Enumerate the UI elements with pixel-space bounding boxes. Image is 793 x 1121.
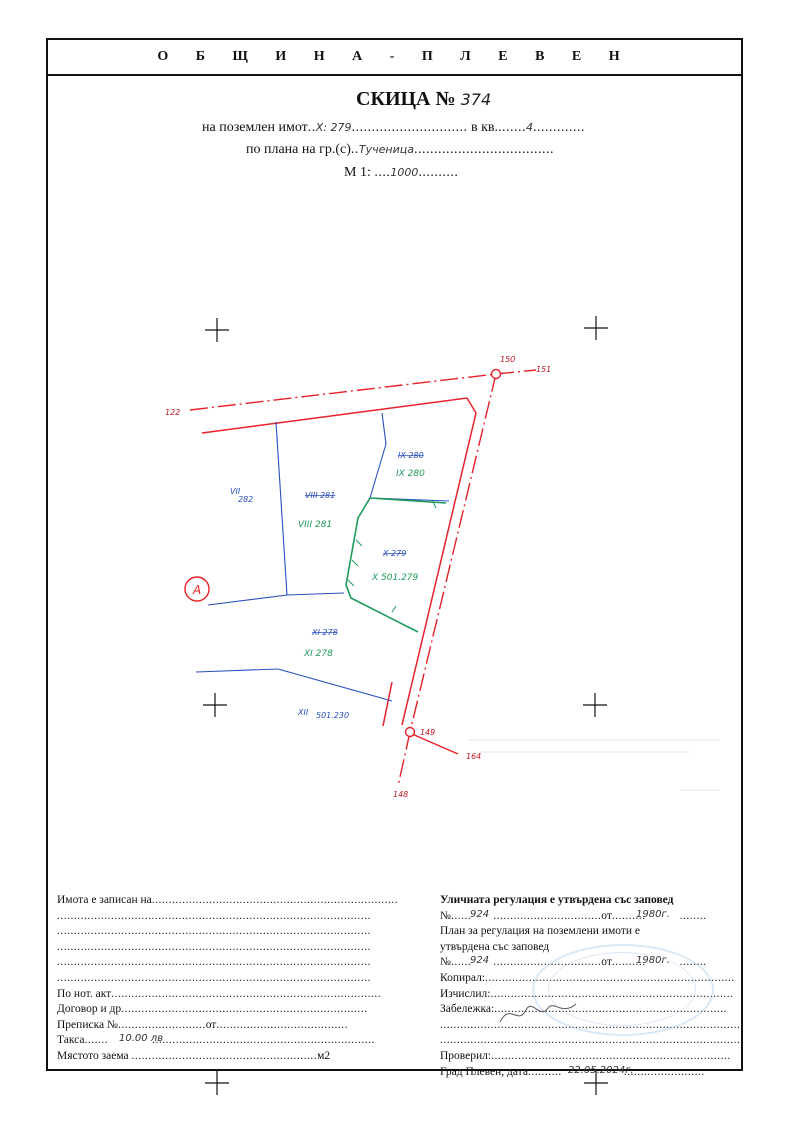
order1-row: №...... 924 ................................от.......... 1980г. ........	[440, 908, 707, 922]
order1-number: 924	[470, 908, 490, 920]
parcel-old-label: VII	[230, 487, 241, 496]
notary-label: По нот. акт	[57, 987, 112, 1000]
property-line: на поземлен имот..X: 279............................. в кв........4.............	[202, 120, 586, 135]
parcel-old-label: VIII 281	[305, 491, 336, 500]
new-parcel-boundary	[346, 498, 446, 632]
fee-value: 10.00 лв	[119, 1033, 164, 1045]
regulation-form: Уличната регулация е утвърдена със заповед №...... 924 ................................от.......... 1980г. ........ План за регулация на поземлени имоти е утвърдена със заповед №...... 924 ................................от.......... 1980г. ........ Копирал:.......................................................................... Изчислил:........................................................................ Забележка:..................................................................... ......................................................................................... ......................................................................................... Проверил:....................................................................... Град Плевен, дата.......... 22.05.2024г. ........................	[440, 893, 705, 1080]
sketch-number: 374	[460, 90, 492, 109]
sketch-title-label: СКИЦА №	[356, 88, 456, 110]
point-label: 148	[393, 790, 409, 799]
order2-row: №...... 924 ................................от.......... 1980г. ........	[440, 955, 707, 969]
parcel-new-label: VIII 281	[298, 520, 333, 530]
plan-reg-label-1: План за регулация на поземлени имоти е	[440, 925, 641, 938]
calc-row: Изчислил:........................................................................	[440, 987, 734, 1000]
order2-number: 924	[470, 955, 490, 967]
signature	[496, 992, 586, 1032]
block-circle-label: A	[193, 583, 202, 597]
plan-reg-row-1	[440, 924, 705, 940]
scale-value: 1000	[390, 166, 419, 179]
contract-row: Договор и др.........................................................................	[57, 1003, 368, 1016]
checked-label: Проверил:	[440, 1049, 492, 1062]
block-label: в кв.	[471, 120, 499, 135]
order2-from-label: от	[601, 956, 612, 969]
point-label: 150	[500, 355, 516, 364]
property-value: X: 279	[315, 121, 352, 134]
point-label: 149	[420, 728, 436, 737]
plan-reg-label-2: утвърдена със заповед	[440, 940, 550, 953]
point-label: 122	[165, 408, 181, 417]
owner-row: Имота е записан на.........................................................................	[57, 894, 399, 906]
scale-line: М 1: ....1000..........	[344, 165, 459, 180]
transcript-label: Преписка №	[57, 1018, 118, 1031]
block-value: 4	[526, 121, 534, 134]
transcript-row: Преписка №..........................от.......................................	[57, 1018, 348, 1031]
owner-form: Имота е записан на......................................................................... ............................................................................................. ............................................................................................. ............................................................................................. ............................................................................................. ............................................................................................. По нот. акт................................................................................ Договор и др......................................................................... Преписка №..........................от....................................... Такса....... 10.00 лв .................................................................. Мястото заема .......................................................м2	[57, 893, 319, 1065]
parcel-new-label: X 501.279	[372, 573, 419, 583]
scale-label: М 1:	[344, 165, 371, 180]
regulation-lines	[202, 398, 476, 726]
checked-row: Проверил:.......................................................................	[440, 1049, 731, 1062]
municipality-name: О Б Щ И Н А - П Л Е В Е Н	[157, 49, 632, 64]
date-value: 22.05.2024г.	[568, 1064, 634, 1076]
calc-label: Изчислил:	[440, 987, 491, 1000]
parcel-new-label: IX 280	[396, 469, 425, 479]
point-label: 164	[466, 752, 482, 761]
owner-label: Имота е записан на	[57, 894, 152, 906]
plan-label: по плана на гр.(с)	[246, 142, 351, 157]
point-150	[492, 370, 501, 379]
street-axis-150-149	[410, 374, 496, 732]
place-date-label: Град Плевен, дата	[440, 1065, 528, 1078]
parcel-old-label: XII	[298, 708, 309, 717]
order2-no-label: №	[440, 956, 451, 969]
street-axis-150-151	[496, 370, 536, 374]
point-label: 151	[536, 365, 552, 374]
parcel-old-label: X 279	[383, 549, 407, 558]
point-149	[406, 728, 415, 737]
order2-year: 1980г.	[636, 955, 670, 967]
parcel-new-label: XI 278	[304, 649, 333, 659]
copied-label: Копирал:	[440, 971, 486, 984]
street-reg-label: Уличната регулация е утвърдена със заповед	[440, 894, 674, 906]
transcript-from-label: от	[205, 1018, 217, 1031]
parcel-old-number: 501.230	[316, 711, 350, 720]
plan-line: по плана на гр.(с)..Тученица...................................	[246, 142, 554, 157]
fee-label: Такса	[57, 1034, 85, 1047]
order1-no-label: №	[440, 909, 451, 922]
parcel-old-label: IX 280	[398, 451, 424, 460]
note-label: Забележка:	[440, 1003, 495, 1016]
street-axis-149-148	[398, 732, 410, 786]
area-unit: м2	[317, 1049, 331, 1062]
area-label: Мястото заема	[57, 1049, 129, 1062]
contract-label: Договор и др	[57, 1003, 122, 1016]
notary-row: По нот. акт................................................................................	[57, 987, 382, 1000]
street-axis-122-150	[190, 374, 496, 410]
street-axis-149-164	[412, 734, 458, 754]
order1-year: 1980г.	[636, 908, 670, 920]
parcel-old-number: 282	[238, 495, 254, 504]
fee-row: Такса....... 10.00 лв ..................................................................	[57, 1033, 375, 1047]
parcel-old-label: XI 278	[312, 628, 338, 637]
copied-row: Копирал:..........................................................................	[440, 971, 735, 984]
note-row: Забележка:.....................................................................	[440, 1003, 728, 1016]
area-row: Мястото заема .......................................................м2	[57, 1049, 331, 1062]
property-label: на поземлен имот	[202, 120, 308, 135]
plan-value: Тученица	[358, 143, 414, 156]
place-date-row: Град Плевен, дата.......... 22.05.2024г. ........................	[440, 1064, 705, 1078]
order1-from-label: от	[601, 909, 612, 922]
